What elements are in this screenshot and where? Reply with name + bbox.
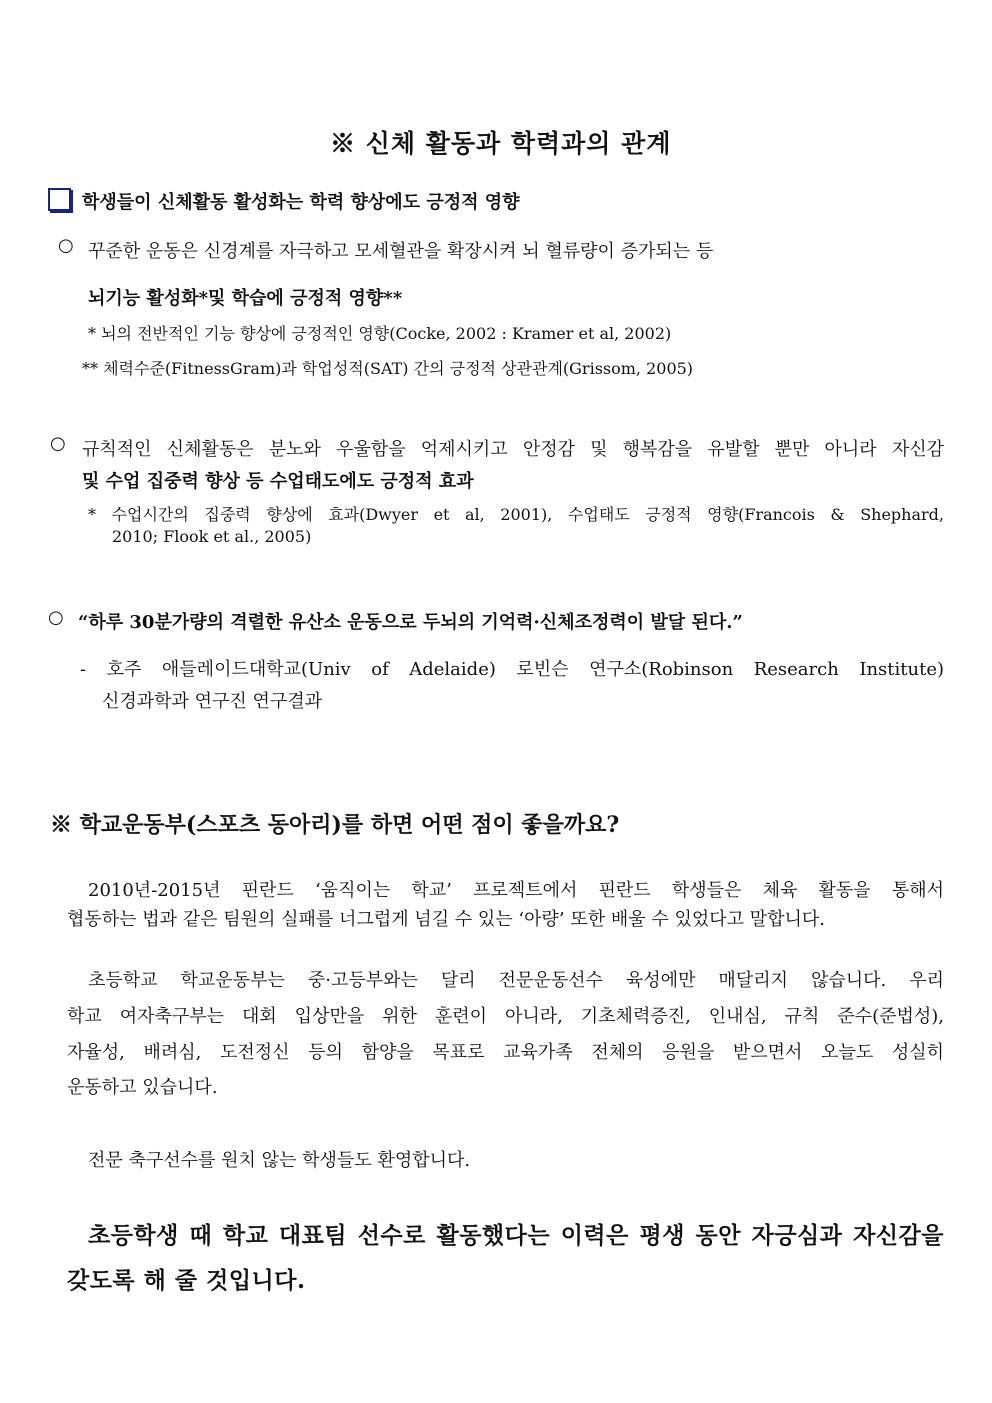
para2-line4: 운동하고 있습니다.	[67, 1077, 218, 1098]
point3-marker: ○	[48, 607, 64, 628]
section1-title: ※ 신체 활동과 학력과의 관계	[330, 129, 672, 158]
para2-line3: 자율성, 배려심, 도전정신 등의 함양을 목표로 교육가족 전체의 응원을 받으면서 오늘도 성실히	[67, 1042, 944, 1063]
point3-source2: 신경과학과 연구진 연구결과	[102, 691, 323, 712]
checkbox-square-icon	[48, 188, 71, 211]
para3: 전문 축구선수를 원치 않는 학생들도 환영합니다.	[88, 1150, 471, 1171]
point2-note1-wrap	[88, 502, 944, 525]
point2-note2: 2010; Flook et al., 2005)	[112, 527, 312, 546]
para1-line1-wrap	[88, 876, 944, 902]
para1-line2: 협동하는 법과 같은 팀원의 실패를 너그럽게 넘길 수 있는 ‘아량’ 또한 배울 수 있었다고 말합니다.	[67, 909, 826, 930]
section2-title: ※ 학교운동부(스포츠 동아리)를 하면 어떤 점이 좋을까요?	[50, 812, 620, 838]
point2-line1: 규칙적인 신체활동은 분노와 우울함을 억제시키고 안정감 및 행복감을 유발할 뿐만 아니라 자신감	[82, 439, 944, 460]
point1-marker: ○	[58, 235, 74, 256]
point2-line2: 및 수업 집중력 향상 등 수업태도에도 긍정적 효과	[82, 471, 474, 492]
point1-note2: ** 체력수준(FitnessGram)과 학업성적(SAT) 간의 긍정적 상관관계(Grissom, 2005)	[82, 359, 694, 378]
para2-line3-wrap	[67, 1038, 944, 1064]
point3-quote: “하루 30분가량의 격렬한 유산소 운동으로 두뇌의 기억력·신체조정력이 발달 된다.”	[78, 612, 743, 633]
point1-line1: 꾸준한 운동은 신경계를 자극하고 모세혈관을 확장시켜 뇌 혈류량이 증가되는 등	[88, 241, 714, 262]
point1-line2: 뇌기능 활성화*및 학습에 긍정적 영향**	[88, 288, 403, 309]
para2-line2-wrap	[67, 1002, 944, 1028]
section1-headline: 학생들이 신체활동 활성화는 학력 향상에도 긍정적 영향	[82, 192, 520, 213]
point2-line1-wrap	[82, 435, 944, 461]
point3-source1-wrap	[80, 655, 944, 681]
point1-note1: * 뇌의 전반적인 기능 향상에 긍정적인 영향(Cocke, 2002 : Kramer et al, 2002)	[88, 324, 672, 343]
para2-line1: 초등학교 학교운동부는 중·고등부와는 달리 전문운동선수 육성에만 매달리지 않습니다. 우리	[88, 970, 944, 991]
point2-marker: ○	[50, 433, 66, 454]
para4-line2: 갖도록 해 줄 것입니다.	[67, 1267, 306, 1294]
para4-line1-wrap	[88, 1217, 944, 1250]
point3-source1: - 호주 애들레이드대학교(Univ of Adelaide) 로빈슨 연구소(Robinson Research Institute)	[80, 659, 944, 680]
para1-line1: 2010년-2015년 핀란드 ‘움직이는 학교’ 프로젝트에서 핀란드 학생들은 체육 활동을 통해서	[88, 880, 944, 901]
para2-line2: 학교 여자축구부는 대회 입상만을 위한 훈련이 아니라, 기초체력증진, 인내심, 규칙 준수(준법성),	[67, 1006, 944, 1027]
para4-line1: 초등학생 때 학교 대표팀 선수로 활동했다는 이력은 평생 동안 자긍심과 자신감을	[88, 1222, 944, 1249]
point2-note1: * 수업시간의 집중력 향상에 효과(Dwyer et al, 2001), 수업태도 긍정적 영향(Francois & Shephard,	[88, 505, 944, 524]
para2-line1-wrap	[88, 966, 944, 992]
